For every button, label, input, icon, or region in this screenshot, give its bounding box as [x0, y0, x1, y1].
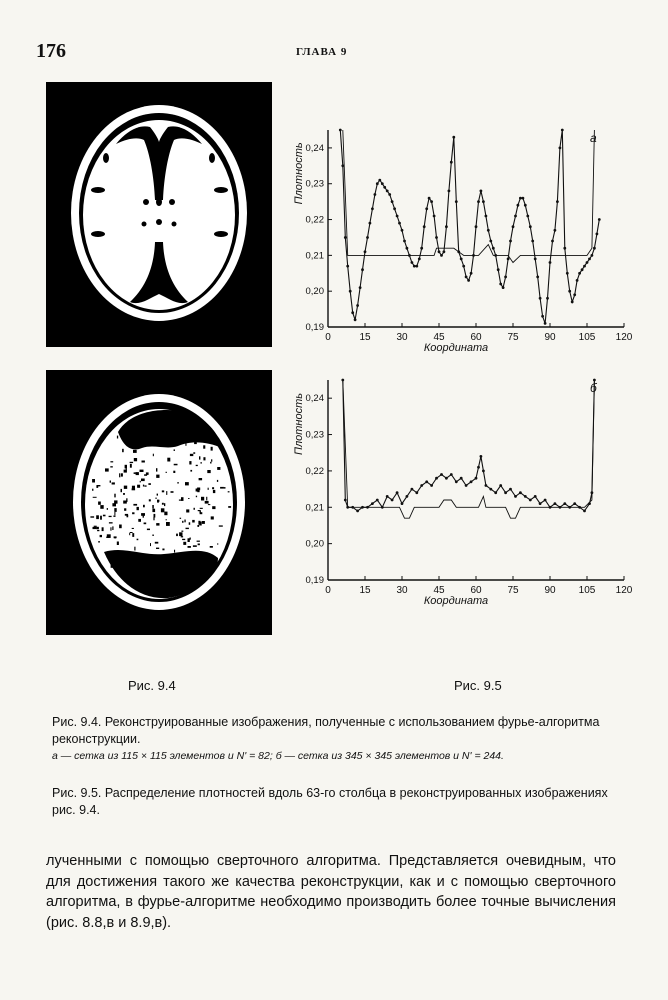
y-tick-label: 0,21 [305, 250, 324, 262]
x-tick-label: 15 [359, 585, 371, 596]
data-point [554, 502, 557, 505]
data-point [359, 286, 362, 289]
data-point [482, 470, 485, 473]
data-point [504, 491, 507, 494]
data-point [472, 254, 475, 257]
data-point [529, 499, 532, 502]
data-point [443, 250, 446, 253]
data-point [492, 247, 495, 250]
data-point [536, 276, 539, 279]
panel-letter: б [590, 381, 597, 395]
data-point [391, 200, 394, 203]
x-tick-label: 15 [359, 332, 371, 343]
x-tick-label: 120 [615, 332, 633, 343]
data-point [475, 225, 478, 228]
data-point [482, 200, 485, 203]
data-point [571, 301, 574, 304]
data-point [371, 502, 374, 505]
data-point [593, 247, 596, 250]
data-point [485, 484, 488, 487]
data-point [509, 488, 512, 491]
data-point [494, 491, 497, 494]
data-point [440, 473, 443, 476]
data-point [428, 197, 431, 200]
data-point [450, 161, 453, 164]
data-point [339, 129, 342, 132]
data-point [418, 258, 421, 261]
data-point [386, 190, 389, 193]
data-point [366, 506, 369, 509]
data-point [499, 283, 502, 286]
data-point [403, 240, 406, 243]
data-point [391, 499, 394, 502]
data-point [396, 491, 399, 494]
data-point [563, 502, 566, 505]
data-point [559, 147, 562, 150]
data-point [361, 506, 364, 509]
data-point [519, 197, 522, 200]
data-point [566, 272, 569, 275]
data-point [551, 240, 554, 243]
x-tick-label: 105 [578, 332, 596, 343]
y-tick-label: 0,24 [305, 393, 324, 405]
data-point [583, 265, 586, 268]
density-chart-b [282, 372, 642, 622]
data-point [576, 279, 579, 282]
reconstructed-profile-line [343, 380, 595, 511]
data-point [460, 477, 463, 480]
data-point [361, 268, 364, 271]
data-point [477, 200, 480, 203]
data-point [430, 484, 433, 487]
data-point [534, 495, 537, 498]
data-point [539, 297, 542, 300]
data-point [504, 276, 507, 279]
data-point [559, 506, 562, 509]
data-point [591, 491, 594, 494]
data-point [534, 258, 537, 261]
data-point [349, 290, 352, 293]
data-point [556, 200, 559, 203]
data-point [462, 265, 465, 268]
data-point [517, 204, 520, 207]
reference-profile-line [343, 380, 595, 518]
data-point [386, 495, 389, 498]
page-number: 176 [36, 40, 66, 62]
x-tick-label: 30 [396, 332, 408, 343]
data-point [554, 229, 557, 232]
data-point [526, 215, 529, 218]
y-tick-label: 0,22 [305, 465, 324, 477]
data-point [415, 491, 418, 494]
data-point [573, 293, 576, 296]
data-point [425, 480, 428, 483]
data-point [445, 225, 448, 228]
x-tick-label: 60 [470, 332, 482, 343]
data-point [480, 190, 483, 193]
caption-figure-9-4 [52, 714, 612, 748]
y-tick-label: 0,22 [305, 214, 324, 226]
data-point [499, 484, 502, 487]
data-point [341, 164, 344, 167]
data-point [376, 182, 379, 185]
data-point [578, 272, 581, 275]
data-point [588, 258, 591, 261]
data-point [591, 254, 594, 257]
data-point [435, 236, 438, 239]
data-point [438, 250, 441, 253]
data-point [588, 502, 591, 505]
data-point [549, 506, 552, 509]
data-point [351, 506, 354, 509]
x-tick-label: 30 [396, 585, 408, 596]
data-point [465, 484, 468, 487]
figure-9-4-label: Рис. 9.4 [128, 678, 176, 693]
data-point [563, 247, 566, 250]
data-point [578, 506, 581, 509]
x-tick-label: 90 [544, 332, 556, 343]
data-point [514, 215, 517, 218]
data-point [598, 218, 601, 221]
data-point [467, 279, 470, 282]
data-point [568, 290, 571, 293]
data-point [401, 502, 404, 505]
data-point [561, 129, 564, 132]
data-point [356, 510, 359, 513]
x-tick-label: 75 [507, 585, 519, 596]
y-tick-label: 0,24 [305, 142, 324, 154]
data-point [388, 193, 391, 196]
y-axis-label: Плотность [293, 142, 305, 205]
data-point [524, 204, 527, 207]
data-point [573, 502, 576, 505]
data-point [586, 261, 589, 264]
body-paragraph: лученными с помощью сверточного алгоритма. Представляется очевидным, что для достижения такого же качества реконструкции, как и с помощью сверточного алгоритма, в фурье-алгоритме необходимо производить более точные вычисления (рис. 8.8,в и 8.9,в). [46, 853, 616, 931]
chapter-heading: ГЛАВА 9 [296, 46, 348, 58]
data-point [568, 506, 571, 509]
data-point [356, 304, 359, 307]
caption-9-4-main: Рис. 9.4. Реконструированные изображения, полученные с использованием фурье-алгоритма реконструкции. [52, 715, 600, 746]
caption-figure-9-4-sub: а — сетка из 115 × 115 элементов и N' = 82; б — сетка из 345 × 345 элементов и N' = 244. [52, 750, 504, 762]
data-point [346, 265, 349, 268]
data-point [378, 179, 381, 182]
x-tick-label: 75 [507, 332, 519, 343]
data-point [494, 254, 497, 257]
data-point [354, 318, 357, 321]
data-point [539, 502, 542, 505]
data-point [381, 506, 384, 509]
data-point [455, 200, 458, 203]
data-point [529, 225, 532, 228]
data-point [593, 379, 596, 382]
data-point [411, 488, 414, 491]
data-point [448, 190, 451, 193]
data-point [475, 477, 478, 480]
density-chart-a [282, 100, 642, 365]
data-point [406, 495, 409, 498]
figure-9-5-label: Рис. 9.5 [454, 678, 502, 693]
x-tick-label: 105 [578, 585, 596, 596]
data-point [420, 247, 423, 250]
data-point [470, 480, 473, 483]
head-phantom-b [46, 370, 272, 635]
data-point [401, 229, 404, 232]
data-point [477, 466, 480, 469]
data-point [519, 491, 522, 494]
y-tick-label: 0,21 [305, 502, 324, 514]
data-point [465, 276, 468, 279]
data-point [549, 261, 552, 264]
reconstruction-image-a [46, 82, 272, 347]
data-point [455, 480, 458, 483]
data-point [583, 510, 586, 513]
data-point [425, 207, 428, 210]
data-point [435, 477, 438, 480]
data-point [415, 265, 418, 268]
x-tick-label: 0 [325, 332, 331, 343]
data-point [393, 207, 396, 210]
data-point [406, 247, 409, 250]
data-point [374, 193, 377, 196]
x-axis-label: Координата [423, 342, 489, 354]
data-point [509, 240, 512, 243]
reconstructed-profile-line [340, 130, 599, 323]
y-tick-label: 0,20 [305, 538, 324, 550]
data-point [502, 286, 505, 289]
reference-profile-line [343, 130, 595, 263]
data-point [351, 311, 354, 314]
data-point [485, 215, 488, 218]
data-point [341, 379, 344, 382]
data-point [487, 229, 490, 232]
x-tick-label: 45 [433, 585, 445, 596]
data-point [346, 506, 349, 509]
data-point [396, 215, 399, 218]
data-point [376, 499, 379, 502]
data-point [544, 499, 547, 502]
data-point [433, 215, 436, 218]
data-point [546, 297, 549, 300]
data-point [497, 268, 500, 271]
data-point [480, 455, 483, 458]
data-point [596, 233, 599, 236]
y-tick-label: 0,23 [305, 429, 324, 441]
data-point [411, 261, 414, 264]
x-axis-label: Координата [423, 595, 489, 607]
y-tick-label: 0,19 [305, 322, 324, 333]
data-point [581, 268, 584, 271]
data-point [344, 236, 347, 239]
data-point [512, 225, 515, 228]
y-tick-label: 0,20 [305, 286, 324, 298]
data-point [541, 315, 544, 318]
data-point [364, 250, 367, 253]
data-point [408, 254, 411, 257]
data-point [420, 484, 423, 487]
data-point [366, 236, 369, 239]
data-point [381, 182, 384, 185]
y-axis-label: Плотность [293, 392, 305, 456]
x-tick-label: 60 [470, 585, 482, 596]
data-point [507, 258, 510, 261]
data-point [522, 197, 525, 200]
data-point [430, 200, 433, 203]
data-point [369, 222, 372, 225]
data-point [398, 222, 401, 225]
panel-letter: а [590, 131, 597, 145]
data-point [452, 136, 455, 139]
data-point [531, 240, 534, 243]
x-tick-label: 45 [433, 332, 445, 343]
reconstruction-image-b [46, 370, 272, 635]
data-point [445, 477, 448, 480]
x-tick-label: 90 [544, 585, 556, 596]
caption-figure-9-5: Рис. 9.5. Распределение плотностей вдоль 63-го столбца в реконструированных изображениях рис. 9.4. [52, 786, 608, 817]
data-point [383, 186, 386, 189]
data-point [371, 207, 374, 210]
data-point [413, 265, 416, 268]
data-point [423, 225, 426, 228]
data-point [457, 250, 460, 253]
head-phantom-a [46, 82, 272, 347]
data-point [489, 240, 492, 243]
y-tick-label: 0,19 [305, 575, 324, 586]
data-point [440, 254, 443, 257]
data-point [470, 272, 473, 275]
data-point [450, 473, 453, 476]
data-point [489, 488, 492, 491]
y-tick-label: 0,23 [305, 178, 324, 190]
x-tick-label: 0 [325, 585, 331, 596]
data-point [524, 495, 527, 498]
data-point [344, 499, 347, 502]
data-point [544, 322, 547, 325]
data-point [460, 258, 463, 261]
data-point [514, 495, 517, 498]
x-tick-label: 120 [615, 585, 633, 596]
